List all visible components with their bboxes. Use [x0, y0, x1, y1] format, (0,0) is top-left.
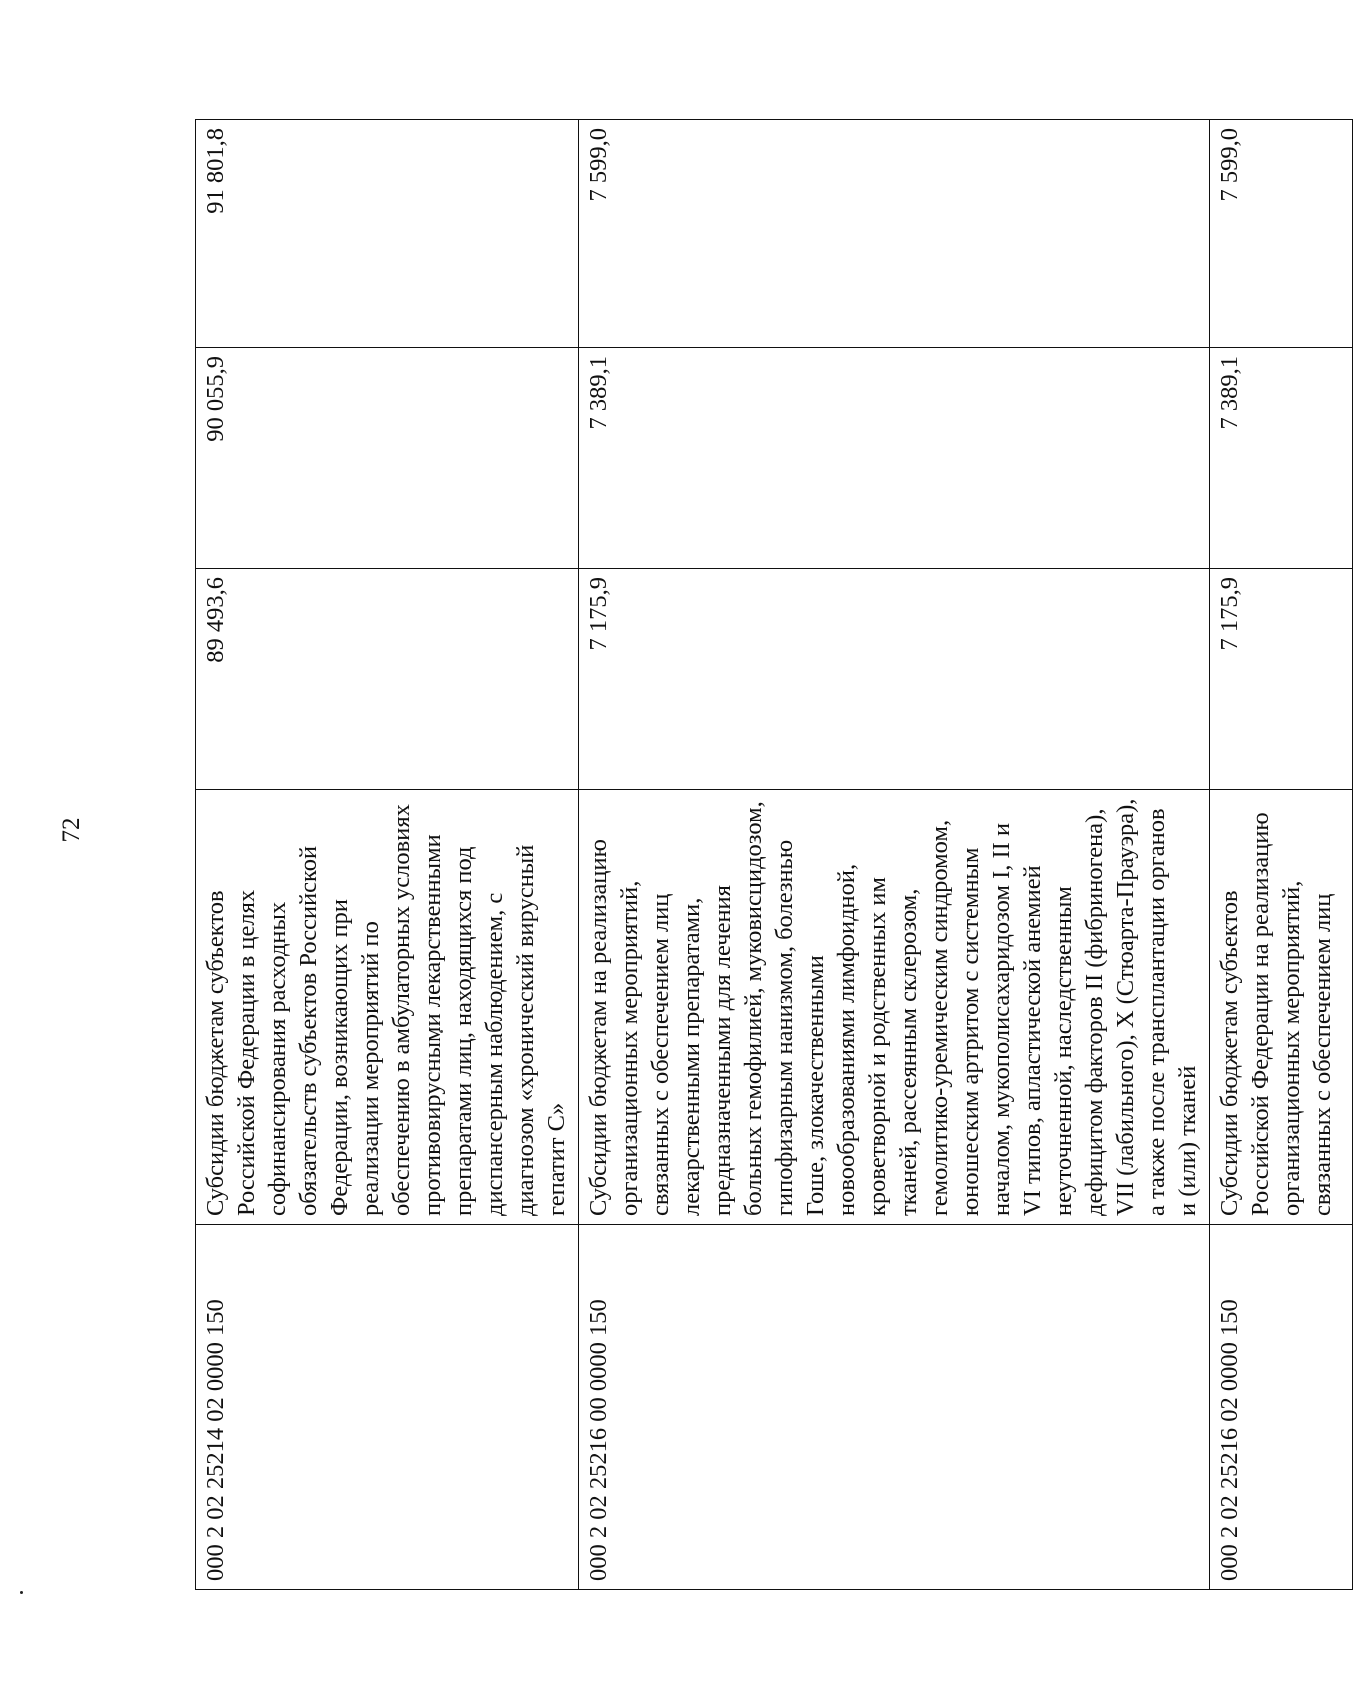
table-row: [196, 120, 579, 1590]
table-row: [579, 120, 1210, 1590]
value-cell: 7 599,0: [579, 120, 1210, 348]
budget-code-cell: 000 2 02 25214 02 0000 150: [196, 1225, 579, 1590]
value-cell: 90 055,9: [196, 348, 579, 569]
budget-code-cell: 000 2 02 25216 00 0000 150: [579, 1225, 1210, 1590]
scan-speck: [20, 1591, 23, 1594]
value-cell: 7 389,1: [579, 348, 1210, 569]
value-cell: 7 389,1: [1210, 348, 1353, 569]
description-cell: Субсидии бюджетам на реализацию организационных мероприятий, связанных с обеспечением лиц лекарственными препаратами, предназначенными для лечения больных гемофилией, муковисцидозом, гипофизарным нанизмом, болезнью Гоше, злокачественными новообразованиями лимфоидной, кроветворной и родственных им тканей, рассеянным склерозом, гемолитико-уремическим синдромом, юношеским артритом с системным началом, мукополисахаридозом I, II и VI типов, апластической анемией неуточненной, наследственным дефицитом факторов II (фибриногена), VII (лабильного), X (Стюарта-Прауэра), а также после трансплантации органов и (или) тканей: [579, 790, 1210, 1225]
budget-table-rotated: [195, 120, 1336, 1590]
table-row: [1210, 120, 1353, 1590]
description-cell: [1210, 790, 1353, 1225]
value-cell: 7 175,9: [579, 569, 1210, 790]
budget-table: [195, 119, 1353, 1590]
page-number: 72: [58, 817, 85, 843]
description-text: Субсидии бюджетам субъектов Российской Федерации на реализацию организационных мероприятий, связанных с обеспечением лиц: [1216, 812, 1336, 1216]
value-cell: 91 801,8: [196, 120, 579, 348]
value-cell: 7 175,9: [1210, 569, 1353, 790]
value-cell: 7 599,0: [1210, 120, 1353, 348]
budget-code-cell: 000 2 02 25216 02 0000 150: [1210, 1225, 1353, 1590]
value-cell: 89 493,6: [196, 569, 579, 790]
description-cell: Субсидии бюджетам субъектов Российской Федерации в целях софинансирования расходных обязательств субъектов Российской Федерации, возникающих при реализации мероприятий по обеспечению в амбулаторных условиях противовирусными лекарственными препаратами лиц, находящихся под диспансерным наблюдением, с диагнозом «хронический вирусный гепатит С»: [196, 790, 579, 1225]
